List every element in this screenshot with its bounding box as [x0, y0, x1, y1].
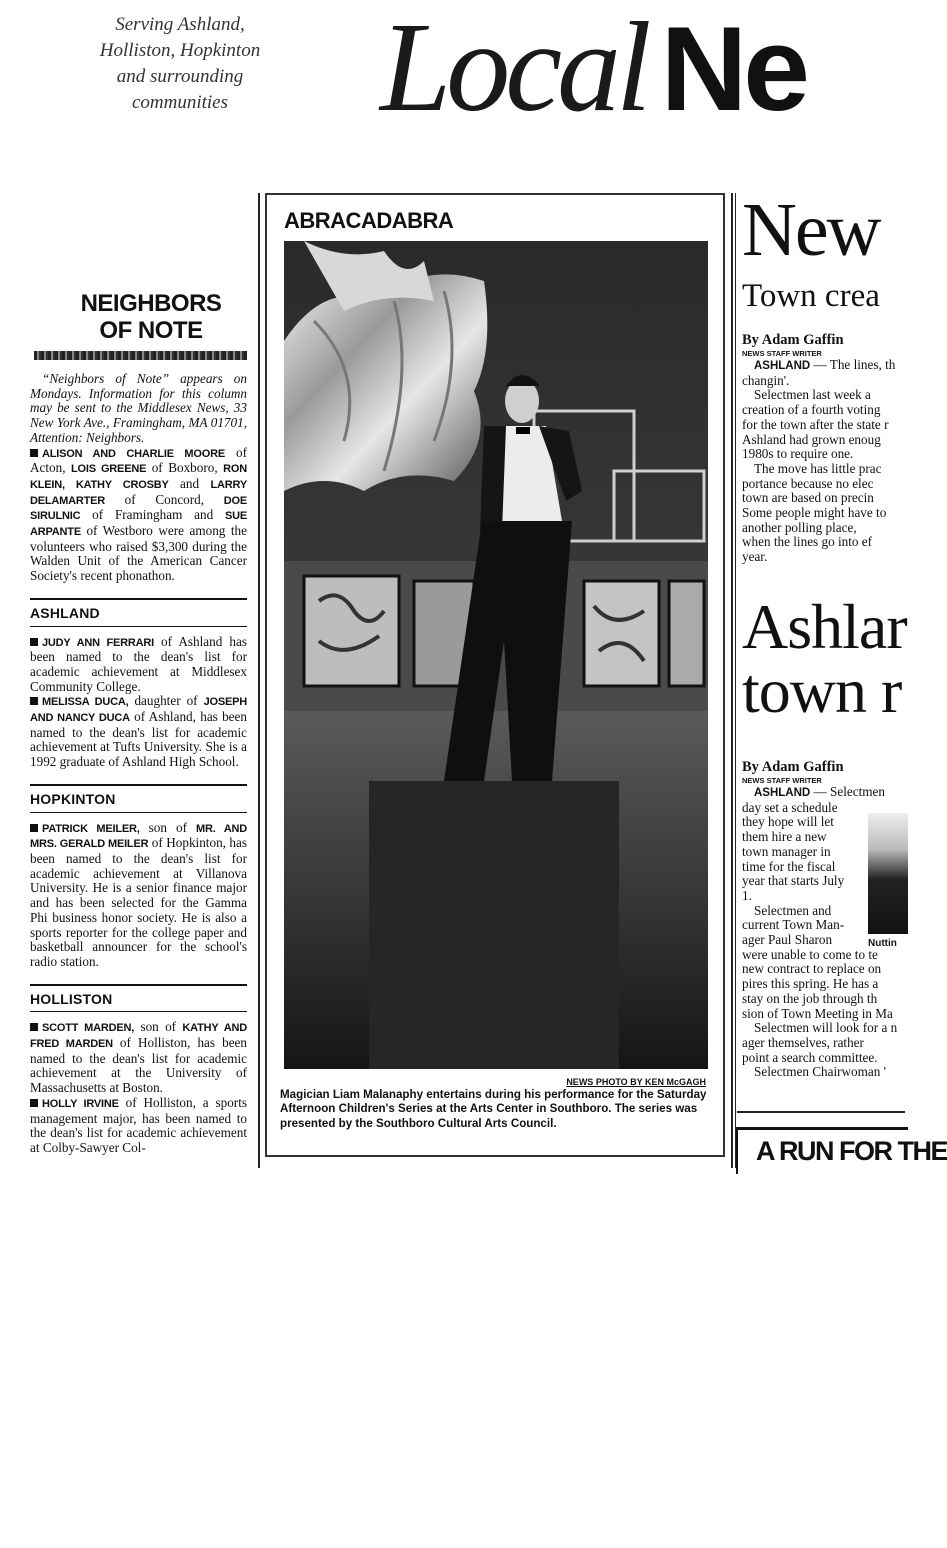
text-line: day set a schedule	[742, 799, 838, 815]
text-line: town are based on precin	[742, 490, 874, 506]
section-heading-ashland: ASHLAND	[30, 598, 247, 627]
list-item	[30, 1020, 247, 1096]
text-line: ager themselves, rather	[742, 1034, 864, 1050]
text-line: 1980s to require one.	[742, 446, 854, 462]
byline-title: NEWS STAFF WRITER	[742, 349, 822, 358]
item-text: of Concord,	[105, 491, 224, 507]
text-line: year that starts July	[742, 873, 845, 889]
column-rule-right-inner	[735, 193, 736, 1168]
photo-feature-box	[265, 193, 725, 1157]
item-text: of Hopkinton, has been named to the dean's list for academic achievement at Villanova University. He is a senior finance major and has been selected for the Gamma Phi business honor society. He is also a sports reporter for the college paper and basketball announcer for the school's radio station.	[30, 835, 247, 969]
item-text: son of	[134, 1019, 183, 1035]
title-line: OF NOTE	[99, 317, 203, 344]
story-headline	[742, 591, 907, 726]
text-line: — Selectmen	[813, 784, 885, 799]
story-subheadline: Town crea	[742, 278, 880, 314]
masthead-title-local: Local	[380, 0, 647, 138]
dateline: ASHLAND	[754, 360, 811, 372]
person-name: PATRICK MEILER,	[42, 822, 140, 835]
item-text: of Holliston, has been named to the dean's list for academic achievement at the University of Massachusetts at Boston.	[30, 1035, 247, 1096]
list-item	[30, 635, 247, 695]
promo-box	[736, 1127, 947, 1174]
neighbors-of-note-column	[30, 290, 247, 1156]
text-line: Selectmen Chairwoman '	[754, 1064, 887, 1080]
title-line: NEIGHBORS	[80, 290, 222, 317]
item-text: and	[168, 475, 211, 491]
text-line: them hire a new	[742, 829, 827, 845]
text-line: they hope will let	[742, 814, 834, 830]
text-line: sion of Town Meeting in Ma	[742, 1005, 893, 1021]
text-line: time for the fiscal	[742, 858, 836, 874]
text-line: portance because no elec	[742, 475, 874, 491]
dateline: ASHLAND	[754, 787, 811, 799]
text-line: The move has little prac	[754, 460, 882, 476]
bullet-square-icon	[30, 449, 38, 457]
text-line: Selectmen last week a	[754, 387, 871, 403]
text-line: 1.	[742, 887, 752, 903]
text-line: Some people might have to	[742, 505, 887, 521]
story-headline: New	[742, 188, 880, 272]
person-name: ALISON AND CHARLIE MOORE	[42, 447, 225, 460]
item-text: of Framingham and	[80, 507, 225, 523]
person-name: LOIS GREENE	[71, 463, 147, 476]
person-name: LARRY DELAMARTER	[30, 478, 247, 507]
masthead-title-news: Ne	[660, 2, 806, 136]
text-line: Selectmen and	[754, 902, 832, 918]
news-photo	[284, 241, 708, 1069]
list-item	[30, 694, 247, 770]
person-name: HOLLY IRVINE	[42, 1097, 119, 1110]
story-town-creates	[742, 190, 895, 565]
byline-title: NEWS STAFF WRITER	[742, 776, 822, 785]
title-underline-bar	[34, 351, 247, 360]
list-item	[30, 1096, 247, 1156]
text-line: Selectmen will look for a n	[754, 1020, 898, 1036]
left-column-clip	[0, 1170, 258, 1548]
text-line: changin'.	[742, 372, 790, 388]
item-text: of Ashland has been named to the dean's list for academic achievement at Middlesex Community College.	[30, 633, 247, 694]
text-line: were unable to come to te	[742, 946, 878, 962]
section-heading-holliston: HOLLISTON	[30, 984, 247, 1013]
text-line: another polling place,	[742, 519, 857, 535]
text-line: Ashland had grown enoug	[742, 431, 881, 447]
person-name: MELISSA DUCA,	[42, 696, 129, 709]
item-text: of Acton,	[30, 444, 247, 476]
text-line: for the town after the state r	[742, 416, 889, 432]
text-line: stay on the job through th	[742, 990, 878, 1006]
text-line: creation of a fourth voting	[742, 402, 881, 418]
mugshot-photo	[868, 813, 908, 934]
text-line: point a search committee.	[742, 1049, 878, 1065]
story-body	[742, 358, 895, 565]
headline-line: Ashlar	[742, 591, 907, 662]
mugshot-name: Nuttin	[868, 938, 897, 949]
headline-line: town r	[742, 655, 902, 726]
text-line: year.	[742, 549, 768, 565]
person-name: SCOTT MARDEN,	[42, 1022, 135, 1035]
text-line: when the lines go into ef	[742, 534, 873, 550]
masthead-tagline	[80, 12, 280, 116]
person-name: SUE ARPANTE	[30, 510, 247, 539]
photo-credit: NEWS PHOTO BY KEN McGAGH	[566, 1077, 706, 1087]
list-item	[30, 446, 247, 584]
bullet-square-icon	[30, 697, 38, 705]
column-intro: “Neighbors of Note” appears on Mondays. Information for this column may be sent to the Middlesex News, 33 New York Ave., Framingham, MA 01701, Attention: Neighbors.	[30, 371, 247, 445]
bullet-square-icon	[30, 824, 38, 832]
text-line: town manager in	[742, 843, 831, 859]
promo-headline: A RUN FOR THE	[756, 1136, 947, 1166]
byline: By Adam Gaffin	[742, 332, 844, 348]
photo-kicker: ABRACADABRA	[284, 208, 454, 233]
list-item	[30, 821, 247, 970]
column-rule-right	[731, 193, 733, 1168]
person-name: DOE SIRULNIC	[30, 494, 247, 523]
tagline-line: and surrounding	[116, 66, 244, 87]
item-text: son of	[139, 819, 197, 835]
text-line: ager Paul Sharon	[742, 932, 833, 948]
item-text: of Holliston, a sports management major, has been named to the dean's list for academic achievement at Colby-Sawyer Col-	[30, 1094, 247, 1155]
bullet-square-icon	[30, 1023, 38, 1031]
column-rule-left	[258, 193, 260, 1168]
bullet-square-icon	[30, 638, 38, 646]
item-text: of Ashland, has been named to the dean's list for academic achievement at Tufts University. She is a 1992 graduate of Ashland High School.	[30, 709, 247, 770]
tagline-line: communities	[131, 92, 229, 113]
text-line: current Town Man-	[742, 917, 845, 933]
neighbors-of-note-title	[55, 290, 247, 344]
right-news-column	[740, 190, 905, 1190]
masthead-title	[380, 0, 905, 138]
magician-photo-image	[284, 241, 708, 1069]
tagline-line: Serving Ashland,	[115, 14, 245, 35]
item-text: daughter of	[128, 693, 204, 709]
bullet-square-icon	[30, 1099, 38, 1107]
person-name: RON KLEIN, KATHY CROSBY	[30, 463, 247, 491]
section-heading-hopkinton: HOPKINTON	[30, 784, 247, 813]
tagline-line: Holliston, Hopkinton	[99, 40, 261, 61]
photo-caption: Magician Liam Malanaphy entertains during his performance for the Saturday Afternoon Children's Series at the Arts Center in Southboro. The series was presented by the Southboro Cultural Arts Council.	[280, 1088, 707, 1130]
person-name: MR. AND MRS. GERALD MEILER	[30, 822, 247, 851]
item-text: of Boxboro,	[146, 460, 224, 476]
text-line: pires this spring. He has a	[742, 976, 879, 992]
byline: By Adam Gaffin	[742, 759, 844, 775]
text-line: new contract to replace on	[742, 961, 882, 977]
text-line: — The lines, th	[813, 357, 896, 372]
item-text: of Westboro were among the volunteers who raised $3,300 during the Walden Unit of the American Cancer Society's recent phonathon.	[30, 523, 247, 584]
person-name: JUDY ANN FERRARI	[42, 636, 154, 649]
person-name: KATHY AND FRED MARDEN	[30, 1022, 247, 1051]
person-name: JOSEPH AND NANCY DUCA	[30, 696, 247, 725]
